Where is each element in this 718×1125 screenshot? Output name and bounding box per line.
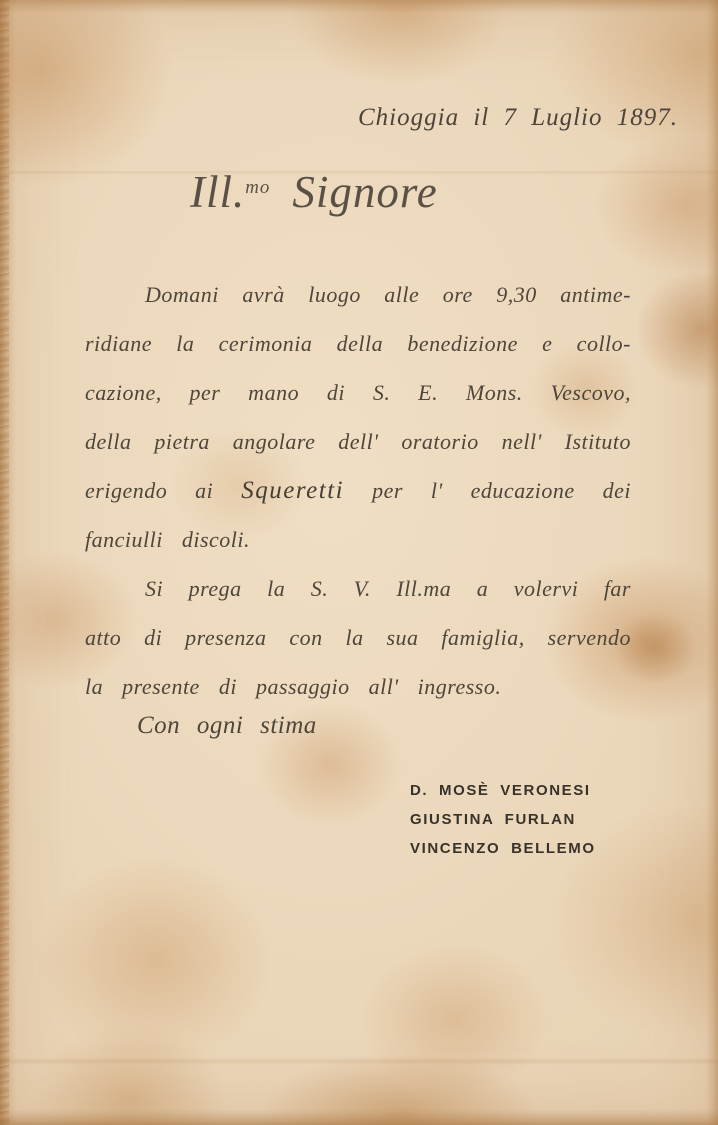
signature-line: GIUSTINA FURLAN	[410, 811, 576, 828]
letter-body	[85, 270, 631, 711]
body-line: erigendo ai Squeretti per l' educazione dei	[85, 477, 631, 504]
salutation-abbr: Ill.	[190, 167, 246, 217]
body-line: cazione, per mano di S. E. Mons. Vescovo,	[85, 380, 631, 405]
body-line: Domani avrà luogo alle ore 9,30 antime-	[145, 282, 631, 307]
salutation	[190, 166, 438, 218]
closing-line: Con ogni stima	[137, 712, 317, 739]
salutation-superscript: mo	[245, 176, 271, 198]
signature-block	[410, 776, 596, 863]
body-line: Si prega la S. V. Ill.ma a volervi far	[145, 576, 631, 601]
body-line: la presente di passaggio all' ingresso.	[85, 674, 502, 699]
signature-line: VINCENZO BELLEMO	[410, 840, 596, 857]
body-line: atto di presenza con la sua famiglia, servendo	[85, 625, 631, 650]
highlighted-word: Squeretti	[241, 477, 345, 504]
body-line: fanciulli discoli.	[85, 527, 250, 552]
salutation-title: Signore	[292, 167, 438, 217]
body-line: ridiane la cerimonia della benedizione e collo-	[85, 331, 631, 356]
signature-line: D. MOSÈ VERONESI	[410, 782, 591, 799]
body-line: della pietra angolare dell' oratorio nell' Istituto	[85, 429, 631, 454]
date-line: Chioggia il 7 Luglio 1897.	[358, 104, 679, 131]
